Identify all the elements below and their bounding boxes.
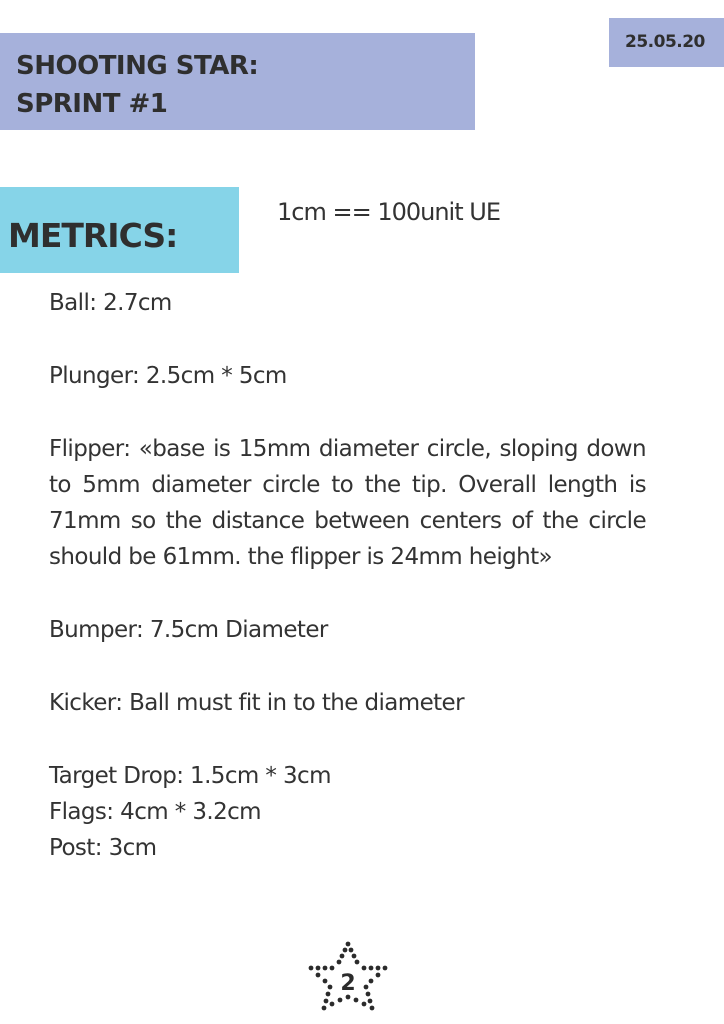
dotted-star-icon	[306, 940, 390, 1012]
metric-flipper-line3: 71mm so the distance between centers of the circle	[49, 508, 646, 534]
metrics-list	[49, 285, 646, 866]
unit-conversion: 1cm == 100unit UE	[277, 198, 500, 226]
metric-bumper: Bumper: 7.5cm Diameter	[49, 617, 328, 643]
page-number-star	[306, 940, 390, 1012]
doc-title-line1: SHOOTING STAR:	[16, 51, 259, 81]
page-number: 2	[340, 971, 356, 996]
metric-post: Post: 3cm	[49, 835, 157, 861]
metric-flipper-line1: Flipper: «base is 15mm diameter circle, sloping down	[49, 436, 646, 462]
metric-kicker: Kicker: Ball must fit in to the diameter	[49, 690, 464, 716]
metrics-heading: METRICS:	[0, 187, 239, 273]
date-badge: 25.05.20	[609, 18, 724, 67]
doc-title-line2: SPRINT #1	[16, 89, 168, 119]
metric-flipper-line4: should be 61mm. the flipper is 24mm height»	[49, 544, 552, 570]
metric-ball: Ball: 2.7cm	[49, 290, 172, 316]
metric-target-drop: Target Drop: 1.5cm * 3cm	[49, 763, 331, 789]
metric-flags: Flags: 4cm * 3.2cm	[49, 799, 261, 825]
metric-plunger: Plunger: 2.5cm * 5cm	[49, 363, 287, 389]
metric-flipper-line2: to 5mm diameter circle to the tip. Overall length is	[49, 472, 646, 498]
title-banner	[0, 33, 475, 130]
